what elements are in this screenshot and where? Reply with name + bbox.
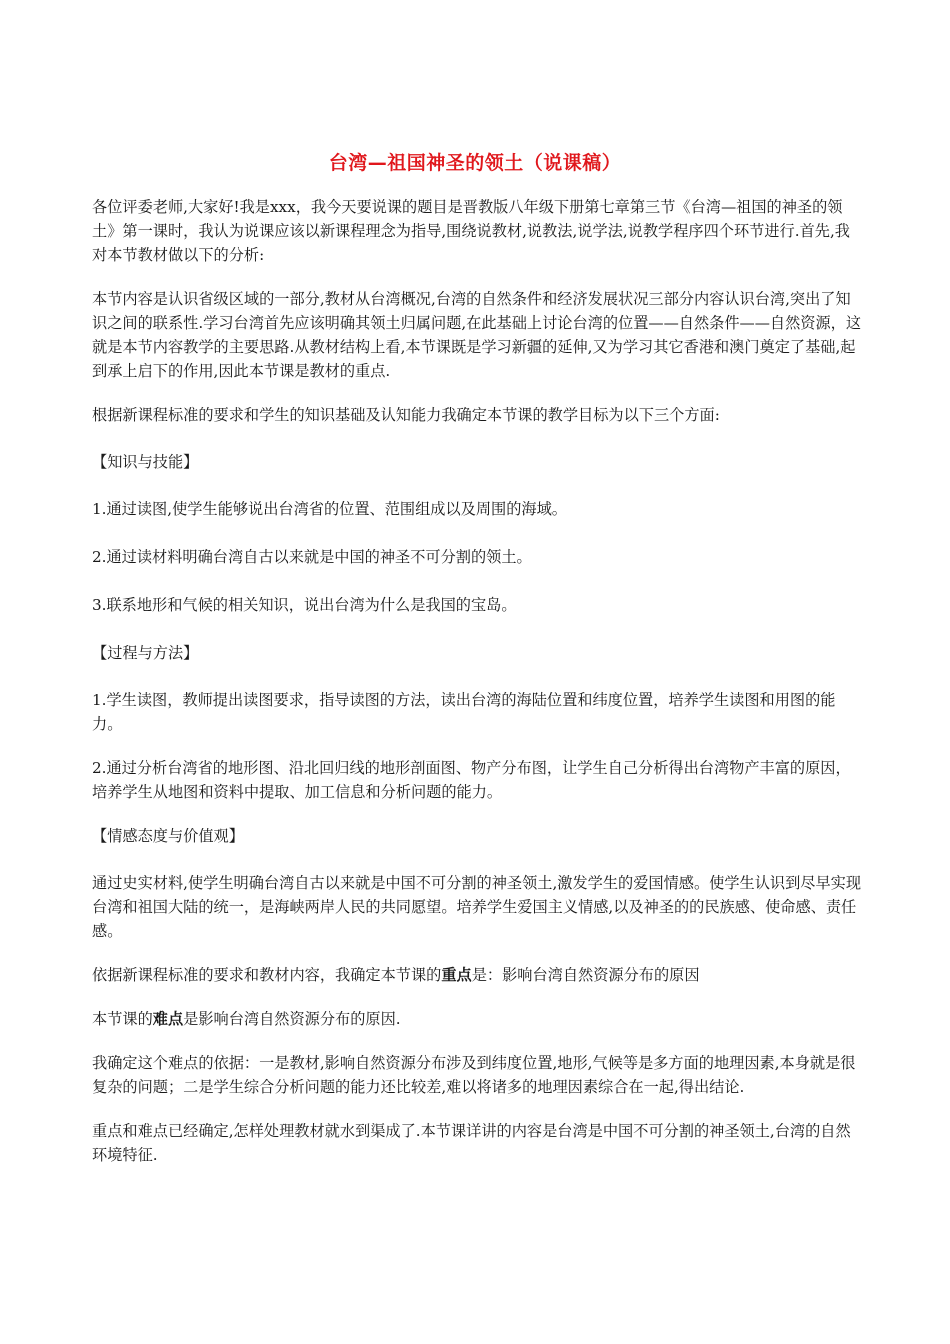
difficulty-paragraph — [92, 1007, 862, 1031]
knowledge-item-2: 2.通过读材料明确台湾自古以来就是中国的神圣不可分割的领土。 — [92, 548, 532, 566]
document-body — [92, 195, 862, 1187]
basis-paragraph: 我确定这个难点的依据：一是教材,影响自然资源分布涉及到纬度位置,地形,气候等是多方面的地理因素,本身就是很复杂的问题；二是学生综合分析问题的能力还比较差,难以将诸多的地理因素综合在一起,得出结论. — [92, 1054, 856, 1096]
document-title: 台湾—祖国神圣的领土（说课稿） — [328, 152, 622, 174]
closing-paragraph: 重点和难点已经确定,怎样处理教材就水到渠成了.本节课详讲的内容是台湾是中国不可分割的神圣领土,台湾的自然环境特征. — [92, 1122, 851, 1164]
difficulty-label: 难点 — [152, 1010, 184, 1028]
analysis-paragraph: 本节内容是认识省级区域的一部分,教材从台湾概况,台湾的自然条件和经济发展状况三部分内容认识台湾,突出了知识之间的联系性.学习台湾首先应该明确其领土归属问题,在此基础上讨论台湾的位置——自然条件——自然资源，这就是本节内容教学的主要思路.从教材结构上看,本节课既是学习新疆的延伸,又为学习其它香港和澳门奠定了基础,起到承上启下的作用,因此本节课是教材的重点. — [92, 290, 862, 380]
difficulty-text-before: 本节课的 — [92, 1010, 153, 1028]
intro-paragraph: 各位评委老师,大家好!我是xxx，我今天要说课的题目是晋教版八年级下册第七章第三节《台湾—祖国的神圣的领土》第一课时，我认为说课应该以新课程理念为指导,围绕说教材,说教法,说学法,说教学程序四个环节进行.首先,我对本节教材做以下的分析: — [92, 198, 850, 264]
keypoint-paragraph — [92, 963, 862, 987]
process-item-1: 1.学生读图，教师提出读图要求，指导读图的方法，读出台湾的海陆位置和纬度位置，培养学生读图和用图的能力。 — [92, 691, 836, 733]
difficulty-text-after: 是影响台湾自然资源分布的原因. — [183, 1010, 401, 1028]
goals-intro-paragraph: 根据新课程标准的要求和学生的知识基础及认知能力我确定本节课的教学目标为以下三个方面: — [92, 406, 720, 424]
process-item-2: 2.通过分析台湾省的地形图、沿北回归线的地形剖面图、物产分布图，让学生自己分析得出台湾物产丰富的原因，培养学生从地图和资料中提取、加工信息和分析问题的能力。 — [92, 759, 851, 801]
knowledge-item-3: 3.联系地形和气候的相关知识，说出台湾为什么是我国的宝岛。 — [92, 596, 517, 614]
knowledge-item-1: 1.通过读图,使学生能够说出台湾省的位置、范围组成以及周围的海域。 — [92, 500, 567, 518]
keypoint-text-after: 是：影响台湾自然资源分布的原因 — [471, 966, 700, 984]
keypoint-label: 重点 — [441, 966, 472, 984]
section-heading-process: 【过程与方法】 — [92, 644, 199, 662]
keypoint-text-before: 依据新课程标准的要求和教材内容，我确定本节课的 — [92, 966, 442, 984]
section-heading-attitude: 【情感态度与价值观】 — [92, 827, 244, 845]
section-heading-knowledge: 【知识与技能】 — [92, 453, 199, 471]
attitude-paragraph: 通过史实材料,使学生明确台湾自古以来就是中国不可分割的神圣领土,激发学生的爱国情感。使学生认识到尽早实现台湾和祖国大陆的统一，是海峡两岸人民的共同愿望。培养学生爱国主义情感,以及神圣的的民族感、使命感、责任感。 — [92, 874, 862, 940]
